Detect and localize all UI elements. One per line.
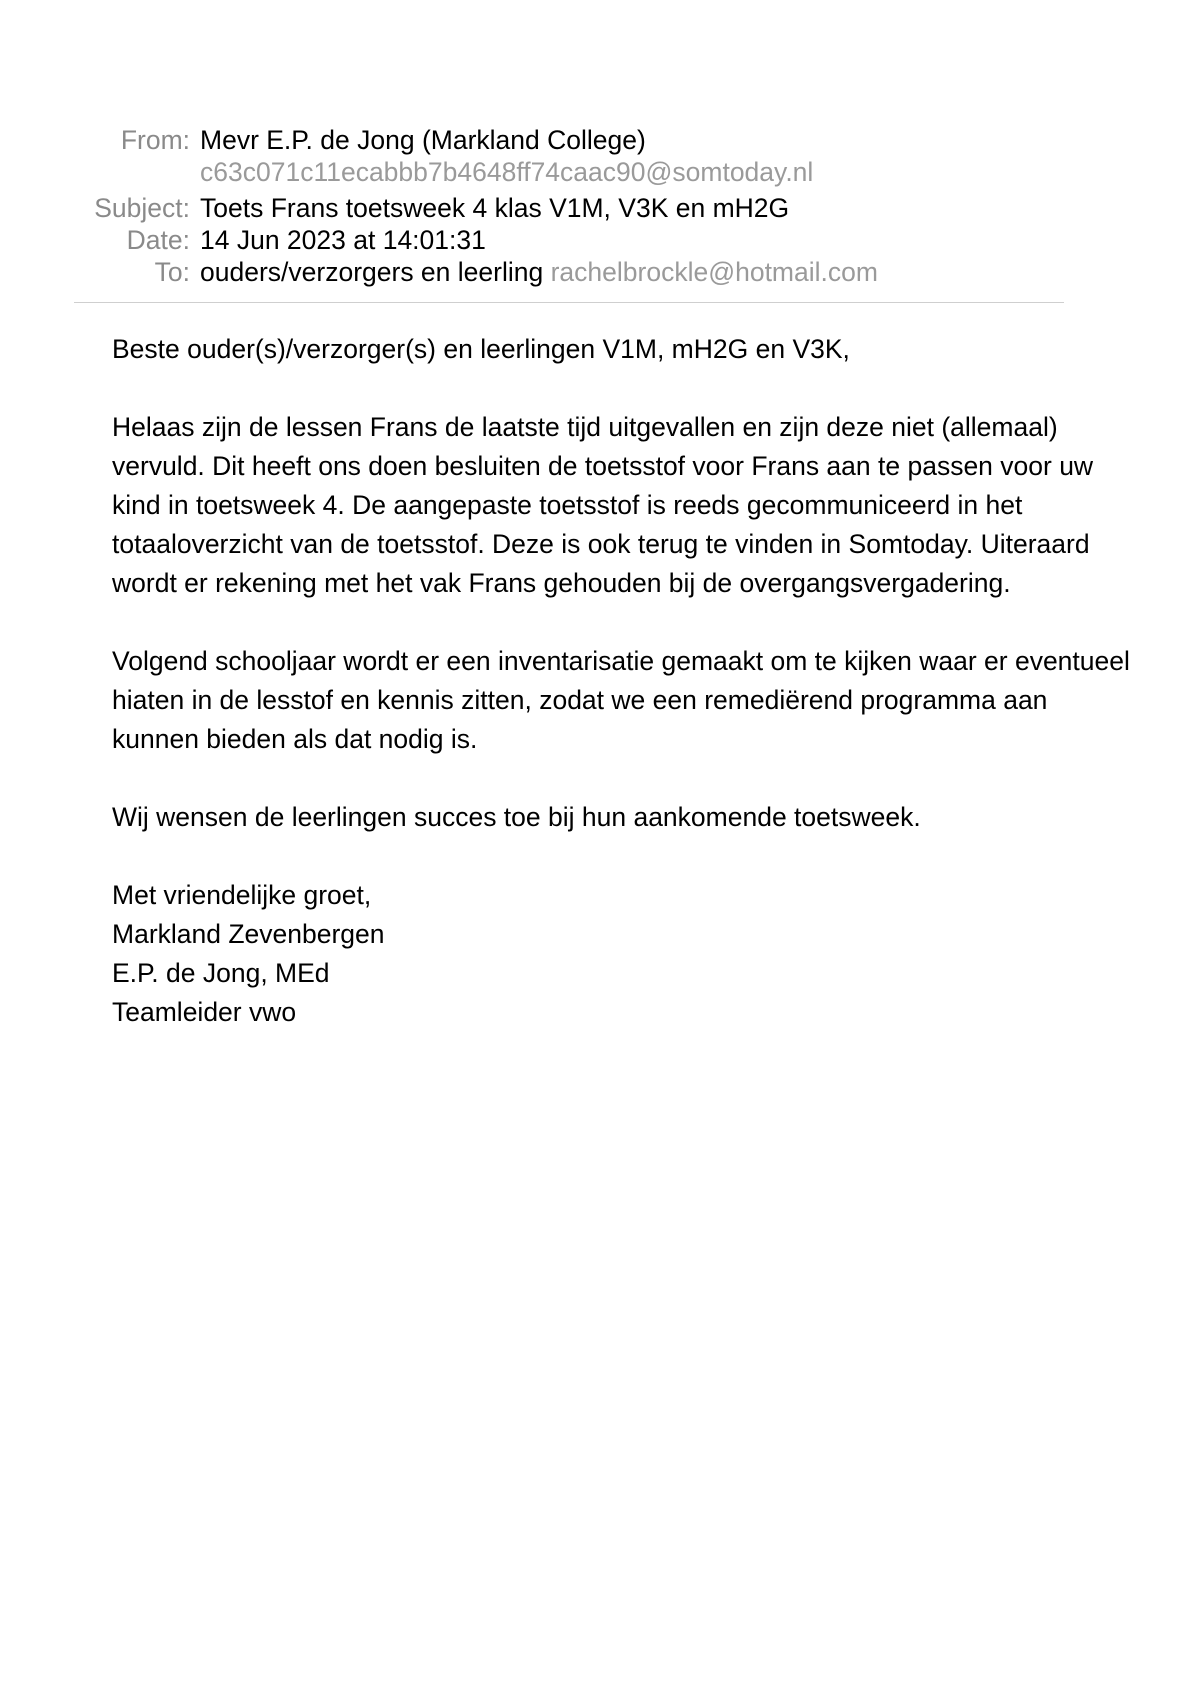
- to-value: [190, 256, 878, 288]
- closing: Met vriendelijke groet,: [112, 880, 372, 910]
- paragraph-1: Helaas zijn de lessen Frans de laatste tijd uitgevallen en zijn deze niet (allemaal) vervuld. Dit heeft ons doen besluiten de toetsstof voor Frans aan te passen voor uw kind in toetsweek 4. De aangepaste toetsstof is reeds gecommuniceerd in het totaaloverzicht van de toetsstof. Deze is ook terug te vinden in Somtoday. Uiteraard wordt er rekening met het vak Frans gehouden bij de overgangsvergadering.: [112, 412, 1094, 598]
- recipient-email[interactable]: rachelbrockle@hotmail.com: [550, 257, 878, 287]
- signature-line-3: Teamleider vwo: [112, 997, 297, 1027]
- paragraph-3: Wij wensen de leerlingen succes toe bij hun aankomende toetsweek.: [112, 802, 921, 832]
- date-row: [0, 224, 1200, 256]
- from-label: From:: [120, 125, 190, 155]
- to-label: To:: [154, 257, 190, 287]
- email-body: [112, 330, 1132, 1032]
- header-divider: [74, 302, 1064, 303]
- from-email-row: [0, 156, 1200, 192]
- signature-block: [112, 876, 1132, 1032]
- signature-line-1: Markland Zevenbergen: [112, 919, 385, 949]
- date-text: 14 Jun 2023 at 14:01:31: [200, 225, 486, 255]
- to-row: [0, 256, 1200, 288]
- from-row: [0, 124, 1200, 156]
- date-label: Date:: [126, 225, 190, 255]
- greeting: Beste ouder(s)/verzorger(s) en leerlingen V1M, mH2G en V3K,: [112, 334, 850, 364]
- subject-row: [0, 192, 1200, 224]
- recipient-name: ouders/verzorgers en leerling: [200, 257, 544, 287]
- sender-email[interactable]: c63c071c11ecabbb7b4648ff74caac90@somtoday.nl: [200, 157, 814, 187]
- signature-line-2: E.P. de Jong, MEd: [112, 958, 330, 988]
- subject-label: Subject:: [94, 193, 190, 223]
- paragraph-2: Volgend schooljaar wordt er een inventarisatie gemaakt om te kijken waar er eventueel hiaten in de lesstof en kennis zitten, zodat we een remediërend programma aan kunnen bieden als dat nodig is.: [112, 646, 1130, 754]
- sender-name: Mevr E.P. de Jong (Markland College): [200, 125, 646, 155]
- subject-text: Toets Frans toetsweek 4 klas V1M, V3K en mH2G: [200, 193, 790, 223]
- email-header: [0, 124, 1200, 288]
